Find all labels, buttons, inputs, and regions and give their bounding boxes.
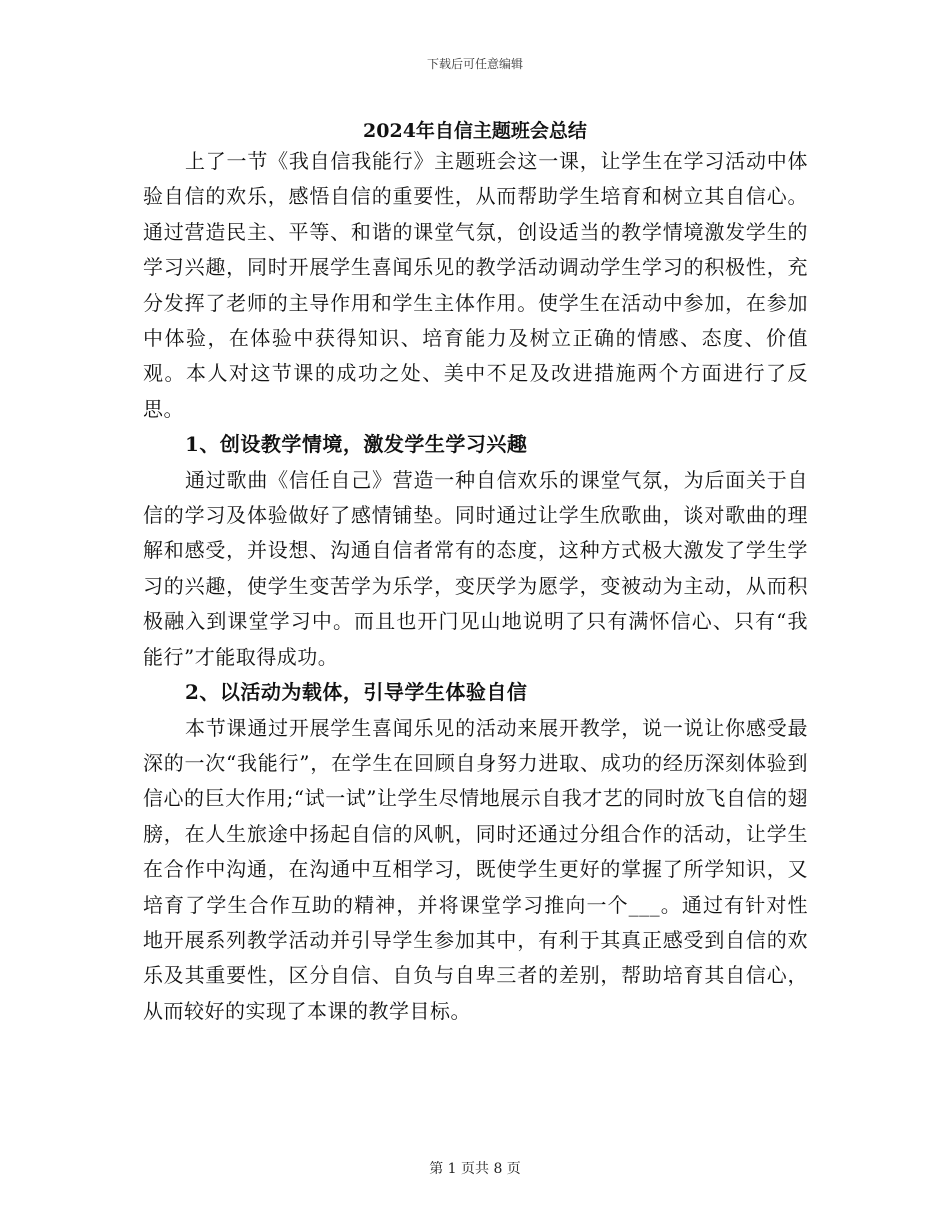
intro-paragraph: 上了一节《我自信我能行》主题班会这一课，让学生在学习活动中体验自信的欢乐，感悟自信的重要性，从而帮助学生培育和树立其自信心。通过营造民主、平等、和谐的课堂气氛，创设适当的教学情境激发学生的学习兴趣，同时开展学生喜闻乐见的教学活动调动学生学习的积极性，充分发挥了老师的主导作用和学生主体作用。使学生在活动中参加，在参加中体验，在体验中获得知识、培育能力及树立正确的情感、态度、价值观。本人对这节课的成功之处、美中不足及改进措施两个方面进行了反思。 [143, 149, 808, 421]
page-header-note: 下载后可任意编辑 [426, 57, 523, 71]
section-paragraph: 通过歌曲《信任自己》营造一种自信欢乐的课堂气氛，为后面关于自信的学习及体验做好了感情铺垫。同时通过让学生欣歌曲，谈对歌曲的理解和感受，并设想、沟通自信者常有的态度，这种方式极大激发了学生学习的兴趣，使学生变苦学为乐学，变厌学为愿学，变被动为主动，从而积极融入到课堂学习中。而且也开门见山地说明了只有满怀信心、只有“我能行”才能取得成功。 [143, 467, 808, 669]
section-paragraph: 本节课通过开展学生喜闻乐见的活动来展开教学，说一说让你感受最深的一次“我能行”，在学生在回顾自身努力进取、成功的经历深刻体验到信心的巨大作用;“试一试”让学生尽情地展示自我才艺的同时放飞自信的翅膀，在人生旅途中扬起自信的风帆，同时还通过分组合作的活动，让学生在合作中沟通，在沟通中互相学习，既使学生更好的掌握了所学知识，又培育了学生合作互助的精神，并将课堂学习推向一个___。通过有针对性地开展系列教学活动并引导学生参加其中，有利于其真正感受到自信的欢乐及其重要性，区分自信、自负与自卑三者的差别，帮助培育其自信心，从而较好的实现了本课的教学目标。 [143, 715, 808, 1023]
section-heading: 2、以活动为载体，引导学生体验自信 [185, 680, 528, 705]
document-body [143, 144, 808, 1029]
section-heading: 1、创设教学情境，激发学生学习兴趣 [185, 432, 528, 457]
document-title: 2024年自信主题班会总结 [363, 120, 587, 142]
page-number: 第 1 页共 8 页 [429, 1161, 521, 1177]
